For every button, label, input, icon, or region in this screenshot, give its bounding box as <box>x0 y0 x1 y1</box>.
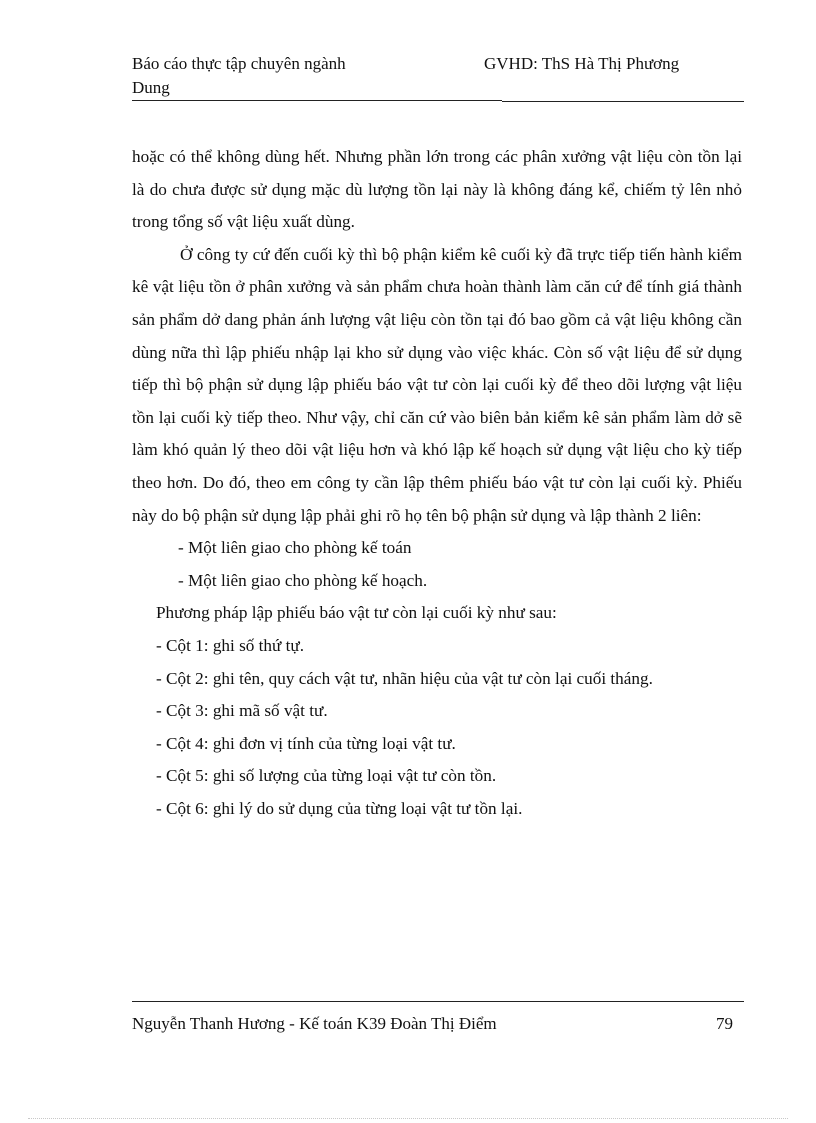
page-bottom-dotted-edge <box>28 1118 788 1119</box>
lien-item-planning: - Một liên giao cho phòng kế hoạch. <box>178 570 428 590</box>
paragraph-inventory: Ở công ty cứ đến cuối kỳ thì bộ phận kiểm kê cuối kỳ đã trực tiếp tiến hành kiểm kê vật liệu tồn ở phân xưởng và sản phẩm chưa hoàn thành làm căn cứ để tính giá thành sản phẩm dở dang phản ánh lượng vật liệu còn tồn tại đó bao gồm cả vật liệu không cần dùng nữa thì lập phiếu nhập lại kho sử dụng vào việc khác. Còn số vật liệu để sử dụng tiếp thì bộ phận sử dụng lập phiếu báo vật tư còn lại cuối kỳ để theo dõi lượng vật liệu tồn lại cuối kỳ tiếp theo. Như vậy, chỉ căn cứ vào biên bản kiểm kê sản phẩm làm dở sẽ làm khó quản lý theo dõi vật liệu hơn và khó lập kế hoạch sử dụng vật liệu cho kỳ tiếp theo hơn. Do đó, theo em công ty cần lập thêm phiếu báo vật tư còn lại cuối kỳ. Phiếu này do bộ phận sử dụng lập phải ghi rõ họ tên bộ phận sử dụng và lập thành 2 liên: <box>132 244 742 525</box>
header-report-subtitle: Dung <box>132 78 170 97</box>
column-item-2: - Cột 2: ghi tên, quy cách vật tư, nhãn hiệu của vật tư còn lại cuối tháng. <box>156 668 653 688</box>
column-item-1: - Cột 1: ghi số thứ tự. <box>156 635 305 655</box>
body-text <box>132 141 742 825</box>
footer-rule-right <box>376 1001 744 1002</box>
footer-author: Nguyễn Thanh Hương - Kế toán K39 Đoàn Thị Điểm <box>132 1014 497 1033</box>
paragraph-continuation: hoặc có thể không dùng hết. Nhưng phần lớn trong các phân xưởng vật liệu còn tồn lại là do chưa được sử dụng mặc dù lượng tồn lại này là không đáng kể, chiếm tỷ lên nhỏ trong tổng số vật liệu xuất dùng. <box>132 147 742 232</box>
footer-rule-left <box>132 1001 376 1002</box>
header-rule-right <box>502 101 744 102</box>
header-report-title: Báo cáo thực tập chuyên ngành <box>132 54 346 73</box>
column-item-6: - Cột 6: ghi lý do sử dụng của từng loại vật tư tồn lại. <box>156 798 523 818</box>
column-item-4: - Cột 4: ghi đơn vị tính của từng loại vật tư. <box>156 733 456 753</box>
column-item-5: - Cột 5: ghi số lượng của từng loại vật tư còn tồn. <box>156 766 497 786</box>
method-intro: Phương pháp lập phiếu báo vật tư còn lại cuối kỳ như sau: <box>156 603 557 623</box>
header-supervisor: GVHD: ThS Hà Thị Phương <box>484 54 680 73</box>
header-left <box>132 52 472 100</box>
footer-page-number: 79 <box>716 1014 733 1033</box>
lien-item-accounting: - Một liên giao cho phòng kế toán <box>178 538 412 558</box>
column-item-3: - Cột 3: ghi mã số vật tư. <box>156 701 328 721</box>
header-rule-left <box>132 100 502 101</box>
